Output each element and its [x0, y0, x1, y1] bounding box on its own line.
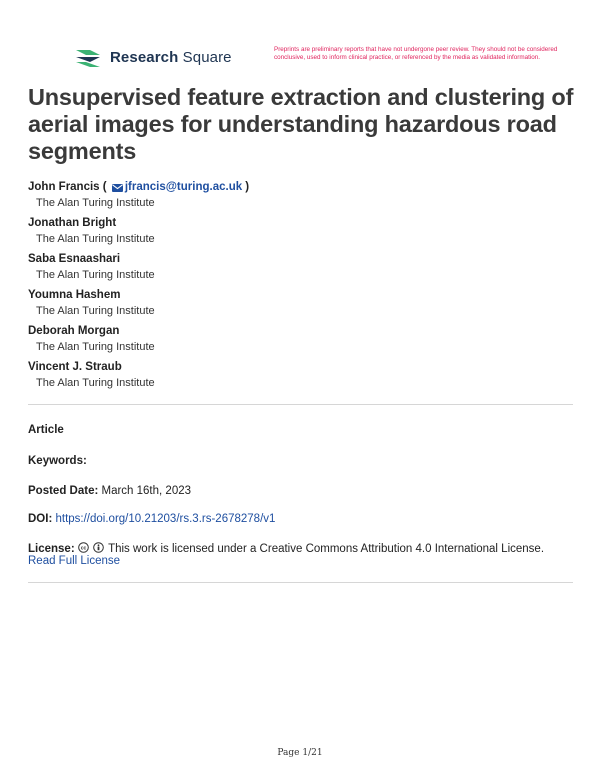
keywords: Keywords:	[28, 455, 87, 467]
divider	[28, 582, 573, 583]
author-name: Vincent J. Straub	[28, 361, 122, 373]
author-list	[28, 180, 568, 396]
research-square-logo[interactable]	[74, 46, 232, 68]
posted-date-value: March 16th, 2023	[101, 485, 192, 497]
author-entry	[28, 216, 568, 252]
posted-date-label: Posted Date:	[28, 485, 99, 497]
author-entry	[28, 180, 568, 216]
article-type: Article	[28, 424, 64, 436]
author-entry	[28, 252, 568, 288]
author-name: John Francis	[28, 181, 100, 193]
read-full-license-link[interactable]: Read Full License	[28, 555, 121, 567]
author-name: Jonathan Bright	[28, 217, 117, 229]
author-affiliation: The Alan Turing Institute	[36, 233, 155, 245]
paper-title: Unsupervised feature extraction and clustering of aerial images for understanding hazardous road segments	[28, 84, 574, 164]
divider	[28, 404, 573, 405]
author-entry	[28, 324, 568, 360]
logo-text: Research Square	[110, 48, 232, 66]
author-affiliation: The Alan Turing Institute	[36, 197, 155, 209]
attribution-icon	[93, 542, 104, 553]
license-text: This work is licensed under a Creative Commons Attribution 4.0 International License.	[108, 543, 545, 555]
doi	[28, 513, 275, 525]
author-entry	[28, 360, 568, 396]
creative-commons-icon	[78, 542, 89, 553]
doi-label: DOI:	[28, 513, 53, 525]
email-close-paren: )	[242, 181, 250, 193]
author-affiliation: The Alan Turing Institute	[36, 269, 155, 281]
page-number: Page 1/21	[277, 748, 323, 758]
author-entry	[28, 288, 568, 324]
email-icon	[112, 184, 123, 192]
research-square-logo-icon	[74, 46, 102, 68]
license	[28, 542, 576, 567]
author-affiliation: The Alan Turing Institute	[36, 305, 155, 317]
posted-date	[28, 485, 191, 497]
doi-link[interactable]: https://doi.org/10.21203/rs.3.rs-2678278/v1	[55, 513, 276, 525]
header	[74, 46, 574, 76]
author-name: Deborah Morgan	[28, 325, 120, 337]
license-label: License:	[28, 543, 75, 555]
author-name: Saba Esnaashari	[28, 253, 121, 265]
author-affiliation: The Alan Turing Institute	[36, 341, 155, 353]
author-name: Youmna Hashem	[28, 289, 121, 301]
author-affiliation: The Alan Turing Institute	[36, 377, 155, 389]
svg-text:cc: cc	[80, 545, 87, 552]
preprint-notice: Preprints are preliminary reports that have not undergone peer review. They should not be considered conclusive, used to inform clinical practice, or referenced by the media as validated information.	[274, 46, 558, 61]
email-open-paren: (	[99, 181, 110, 193]
author-email-link[interactable]: jfrancis@turing.ac.uk	[124, 181, 243, 193]
